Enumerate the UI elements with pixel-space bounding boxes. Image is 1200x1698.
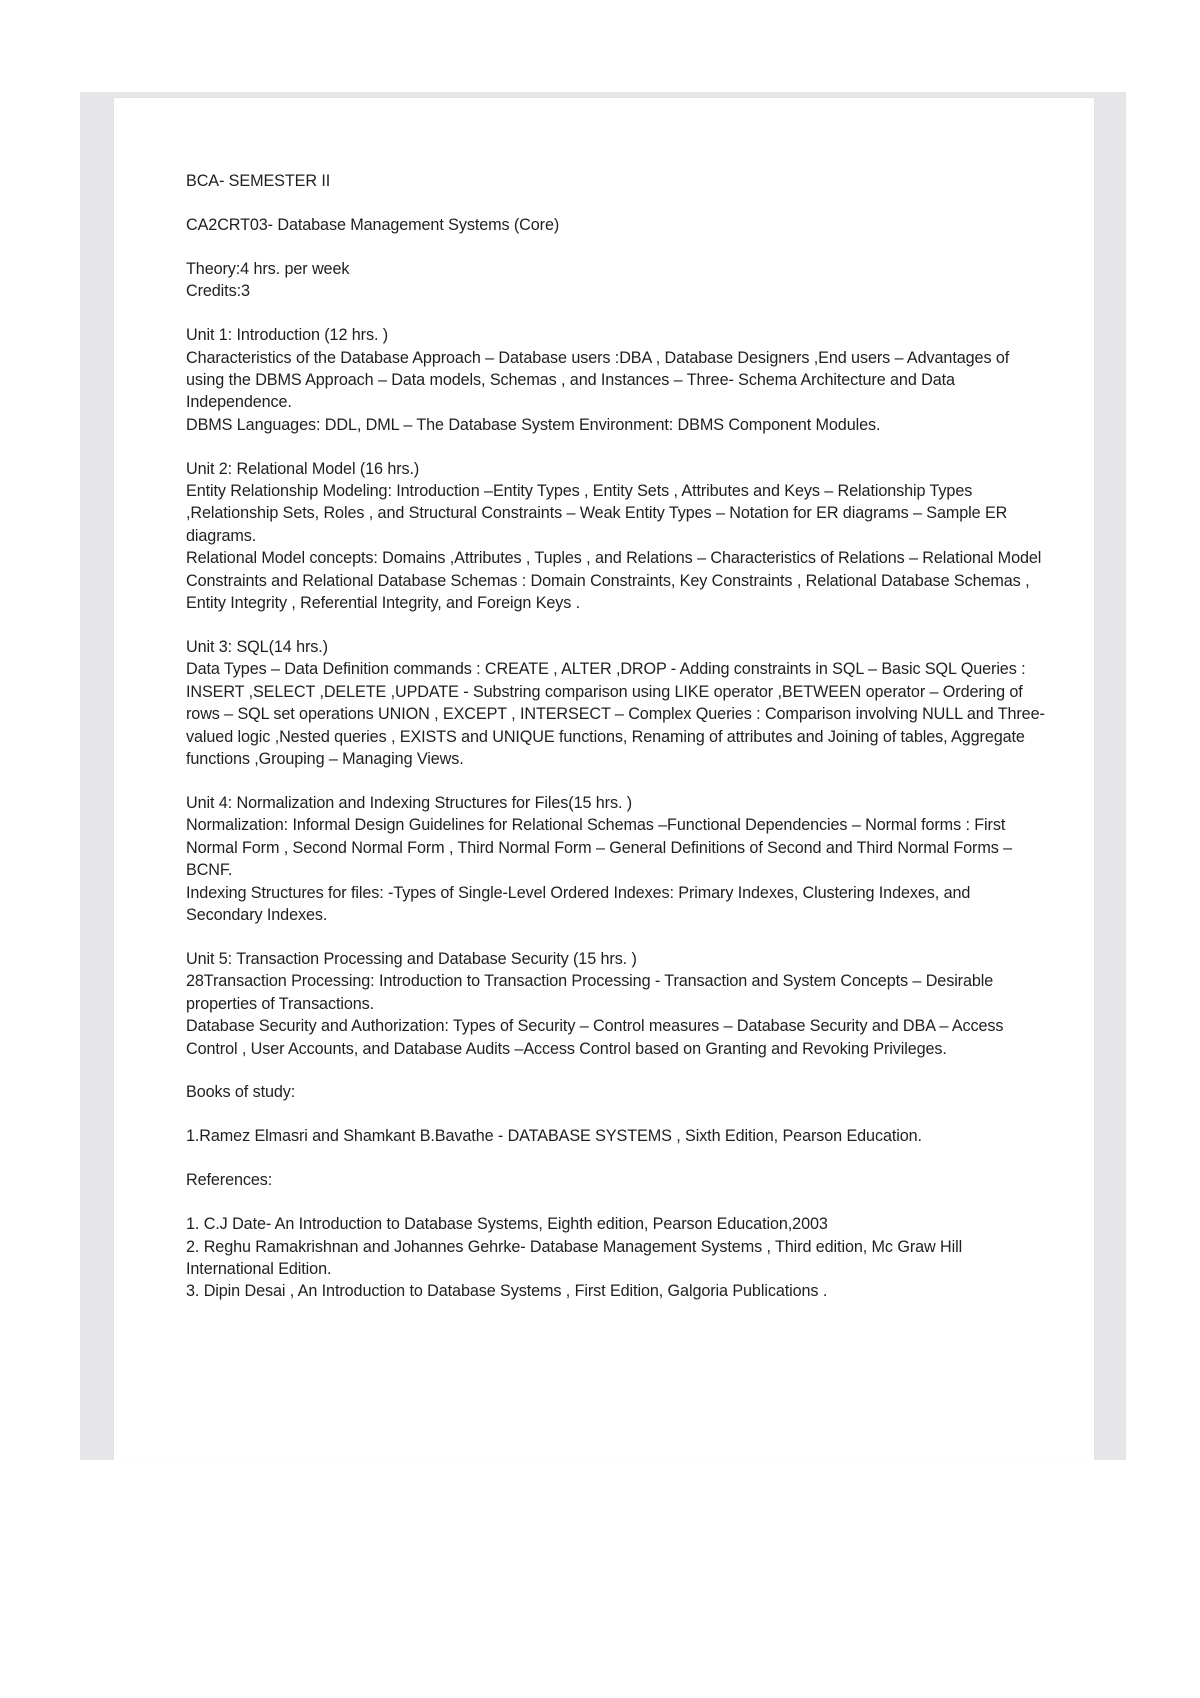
program-title: BCA- SEMESTER II [186, 172, 331, 190]
unit-paragraph: Normalization: Informal Design Guidelines for Relational Schemas –Functional Dependencies – Normal forms : First Normal Form , Second Normal Form , Third Normal Form – General Definitions of Second and Third Normal Forms –BCNF. [186, 816, 1013, 880]
references-list [186, 1213, 1046, 1303]
reference-item: 2. Reghu Ramakrishnan and Johannes Gehrke- Database Management Systems , Third edition, Mc Graw Hill International Edition. [186, 1237, 963, 1278]
unit-title: Unit 2: Relational Model (16 hrs.) [186, 459, 420, 478]
book-item: 1.Ramez Elmasri and Shamkant B.Bavathe - DATABASE SYSTEMS , Sixth Edition, Pearson Education. [186, 1127, 922, 1146]
unit-1 [186, 324, 1046, 436]
unit-paragraph: 28Transaction Processing: Introduction to Transaction Processing - Transaction and System Concepts – Desirable properties of Transactions. [186, 972, 994, 1013]
unit-4 [186, 792, 1046, 926]
unit-paragraph: Entity Relationship Modeling: Introduction –Entity Types , Entity Sets , Attributes and Keys – Relationship Types ,Relationship Sets, Roles , and Structural Constraints – Weak Entity Types – Notation for ER diagrams – Sample ER diagrams. [186, 482, 1008, 545]
books-heading: Books of study: [186, 1083, 296, 1102]
unit-2 [186, 458, 1046, 615]
unit-paragraph: Relational Model concepts: Domains ,Attributes , Tuples , and Relations – Characteristics of Relations – Relational Model Constraints and Relational Database Schemas : Domain Constraints, Key Constraints , Relational Database Schemas , Entity Integrity , Referential Integrity, and Foreign Keys . [186, 549, 1042, 613]
unit-paragraph: DBMS Languages: DDL, DML – The Database System Environment: DBMS Component Modules. [186, 415, 881, 434]
unit-paragraph: Data Types – Data Definition commands : CREATE , ALTER ,DROP - Adding constraints in SQL – Basic SQL Queries : INSERT ,SELECT ,DELETE ,UPDATE - Substring comparison using LIKE operator ,BETWEEN operator – Ordering of rows – SQL set operations UNION , EXCEPT , INTERSECT – Complex Queries : Comparison involving NULL and Three-valued logic ,Nested queries , EXISTS and UNIQUE functions, Renaming of attributes and Joining of tables, Aggregate functions ,Grouping – Managing Views. [186, 660, 1045, 769]
credits: Credits:3 [186, 282, 250, 301]
references-heading: References: [186, 1171, 273, 1190]
unit-3 [186, 636, 1046, 770]
document-page [114, 98, 1094, 1460]
document-viewer [80, 92, 1126, 1460]
unit-title: Unit 1: Introduction (12 hrs. ) [186, 326, 389, 345]
theory-hours: Theory:4 hrs. per week [186, 259, 350, 278]
course-meta [186, 258, 1046, 303]
course-title: CA2CRT03- Database Management Systems (Core) [186, 215, 560, 234]
reference-item: 3. Dipin Desai , An Introduction to Database Systems , First Edition, Galgoria Publications . [186, 1282, 828, 1301]
unit-paragraph: Characteristics of the Database Approach – Database users :DBA , Database Designers ,End users – Advantages of using the DBMS Approach – Data models, Schemas , and Instances – Three- Schema Architecture and Data Independence. [186, 348, 1010, 412]
unit-paragraph: Indexing Structures for files: -Types of Single-Level Ordered Indexes: Primary Indexes, Clustering Indexes, and Secondary Indexes. [186, 883, 971, 924]
unit-title: Unit 5: Transaction Processing and Database Security (15 hrs. ) [186, 949, 637, 968]
unit-title: Unit 4: Normalization and Indexing Structures for Files(15 hrs. ) [186, 793, 633, 812]
unit-paragraph: Database Security and Authorization: Types of Security – Control measures – Database Security and DBA – Access Control , User Accounts, and Database Audits –Access Control based on Granting and Revoking Privileges. [186, 1017, 1004, 1058]
unit-5 [186, 948, 1046, 1060]
unit-title: Unit 3: SQL(14 hrs.) [186, 638, 328, 656]
page-content [186, 170, 1046, 1303]
reference-item: 1. C.J Date- An Introduction to Database Systems, Eighth edition, Pearson Education,2003 [186, 1215, 828, 1234]
